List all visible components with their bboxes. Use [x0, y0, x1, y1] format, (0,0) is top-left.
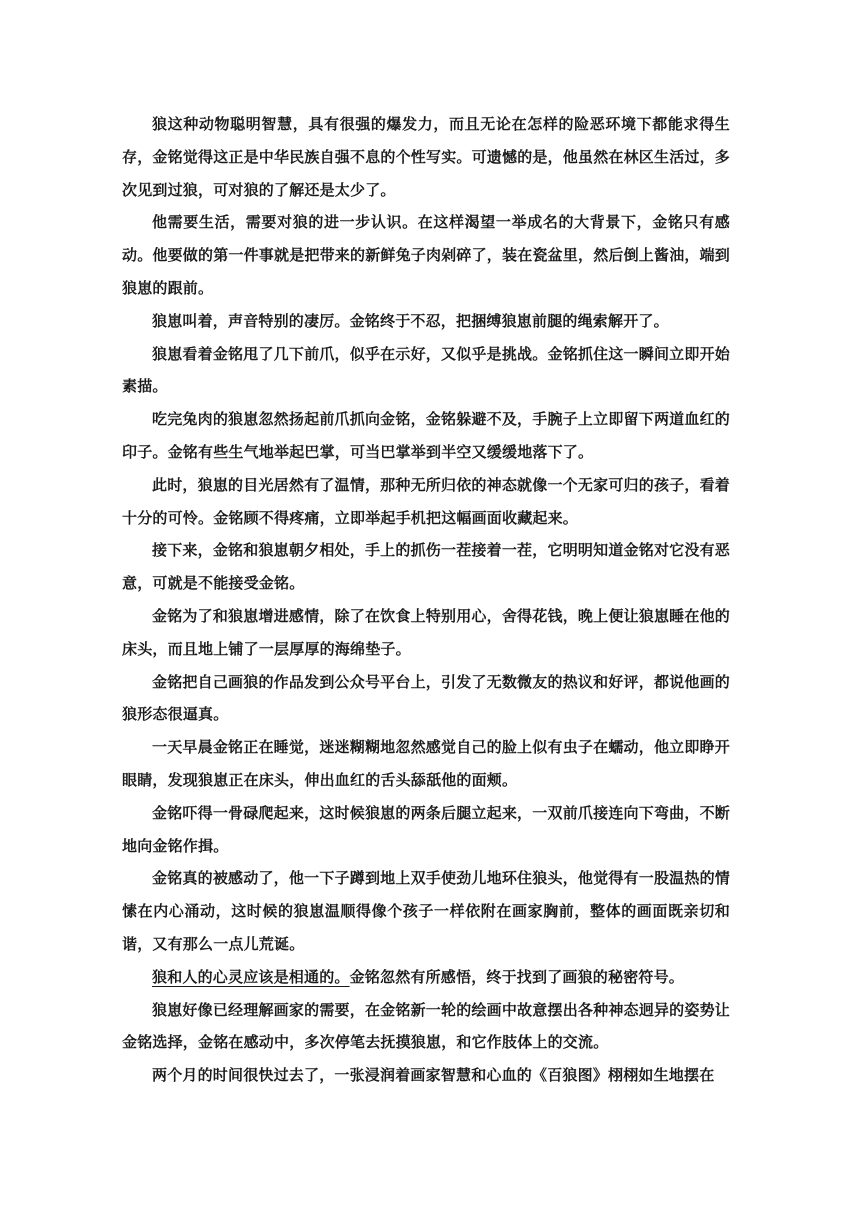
- paragraph-12: 金铭真的被感动了，他一下子蹲到地上双手使劲儿地环住狼头，他觉得有一股温热的情愫在内心涌动，这时候的狼崽温顺得像个孩子一样依附在画家胸前，整体的画面既亲切和谐，又有那么一点儿荒诞。: [122, 869, 730, 953]
- sentence-after-underline: 金铭忽然有所感悟，终于找到了画狼的秘密符号。: [349, 967, 685, 986]
- document-page: [122, 108, 730, 1092]
- paragraph-9: 金铭把自己画狼的作品发到公众号平台上，引发了无数微友的热议和好评，都说他画的狼形态很逼真。: [122, 672, 730, 724]
- paragraph-8: 金铭为了和狼崽增进感情，除了在饮食上特别用心，舍得花钱，晚上便让狼崽睡在他的床头，而且地上铺了一层厚厚的海绵垫子。: [122, 606, 730, 658]
- paragraph-3: 狼崽叫着，声音特别的凄厉。金铭终于不忍，把捆缚狼崽前腿的绳索解开了。: [152, 311, 669, 330]
- paragraph-6: 此时，狼崽的目光居然有了温情，那种无所归依的神态就像一个无家可归的孩子，看着十分的可怜。金铭顾不得疼痛，立即举起手机把这幅画面收藏起来。: [122, 475, 730, 527]
- paragraph-7: 接下来，金铭和狼崽朝夕相处，手上的抓伤一茬接着一茬，它明明知道金铭对它没有恶意，可就是不能接受金铭。: [122, 541, 730, 593]
- underlined-sentence: 狼和人的心灵应该是相通的。: [152, 967, 350, 986]
- paragraph-2: 他需要生活，需要对狼的进一步认识。在这样渴望一举成名的大背景下，金铭只有感动。他要做的第一件事就是把带来的新鲜兔子肉剁碎了，装在瓷盆里，然后倒上酱油，端到狼崽的跟前。: [122, 213, 731, 297]
- paragraph-1: 狼这种动物聪明智慧，具有很强的爆发力，而且无论在怎样的险恶环境下都能求得生存，金铭觉得这正是中华民族自强不息的个性写实。可遗憾的是，他虽然在林区生活过，多次见到过狼，可对狼的了解还是太少了。: [122, 115, 731, 199]
- paragraph-10: 一天早晨金铭正在睡觉，迷迷糊糊地忽然感觉自己的脸上似有虫子在蠕动，他立即睁开眼睛，发现狼崽正在床头，伸出血红的舌头舔舐他的面颊。: [122, 738, 730, 789]
- paragraph-5: 吃完兔肉的狼崽忽然扬起前爪抓向金铭，金铭躲避不及，手腕子上立即留下两道血红的印子。金铭有些生气地举起巴掌，可当巴掌举到半空又缓缓地落下了。: [122, 410, 730, 461]
- paragraph-15: 两个月的时间很快过去了，一张浸润着画家智慧和心血的《百狼图》栩栩如生地摆在: [152, 1066, 715, 1085]
- paragraph-11: 金铭吓得一骨碌爬起来，这时候狼崽的两条后腿立起来，一双前爪接连向下弯曲，不断地向金铭作揖。: [122, 803, 730, 855]
- paragraph-14: 狼崽好像已经理解画家的需要，在金铭新一轮的绘画中故意摆出各种神态迥异的姿势让金铭选择，金铭在感动中，多次停笔去抚摸狼崽，和它作肢体上的交流。: [122, 1000, 730, 1052]
- paragraph-4: 狼崽看着金铭甩了几下前爪，似乎在示好，又似乎是挑战。金铭抓住这一瞬间立即开始素描。: [122, 344, 730, 396]
- paragraph-13: [122, 961, 730, 994]
